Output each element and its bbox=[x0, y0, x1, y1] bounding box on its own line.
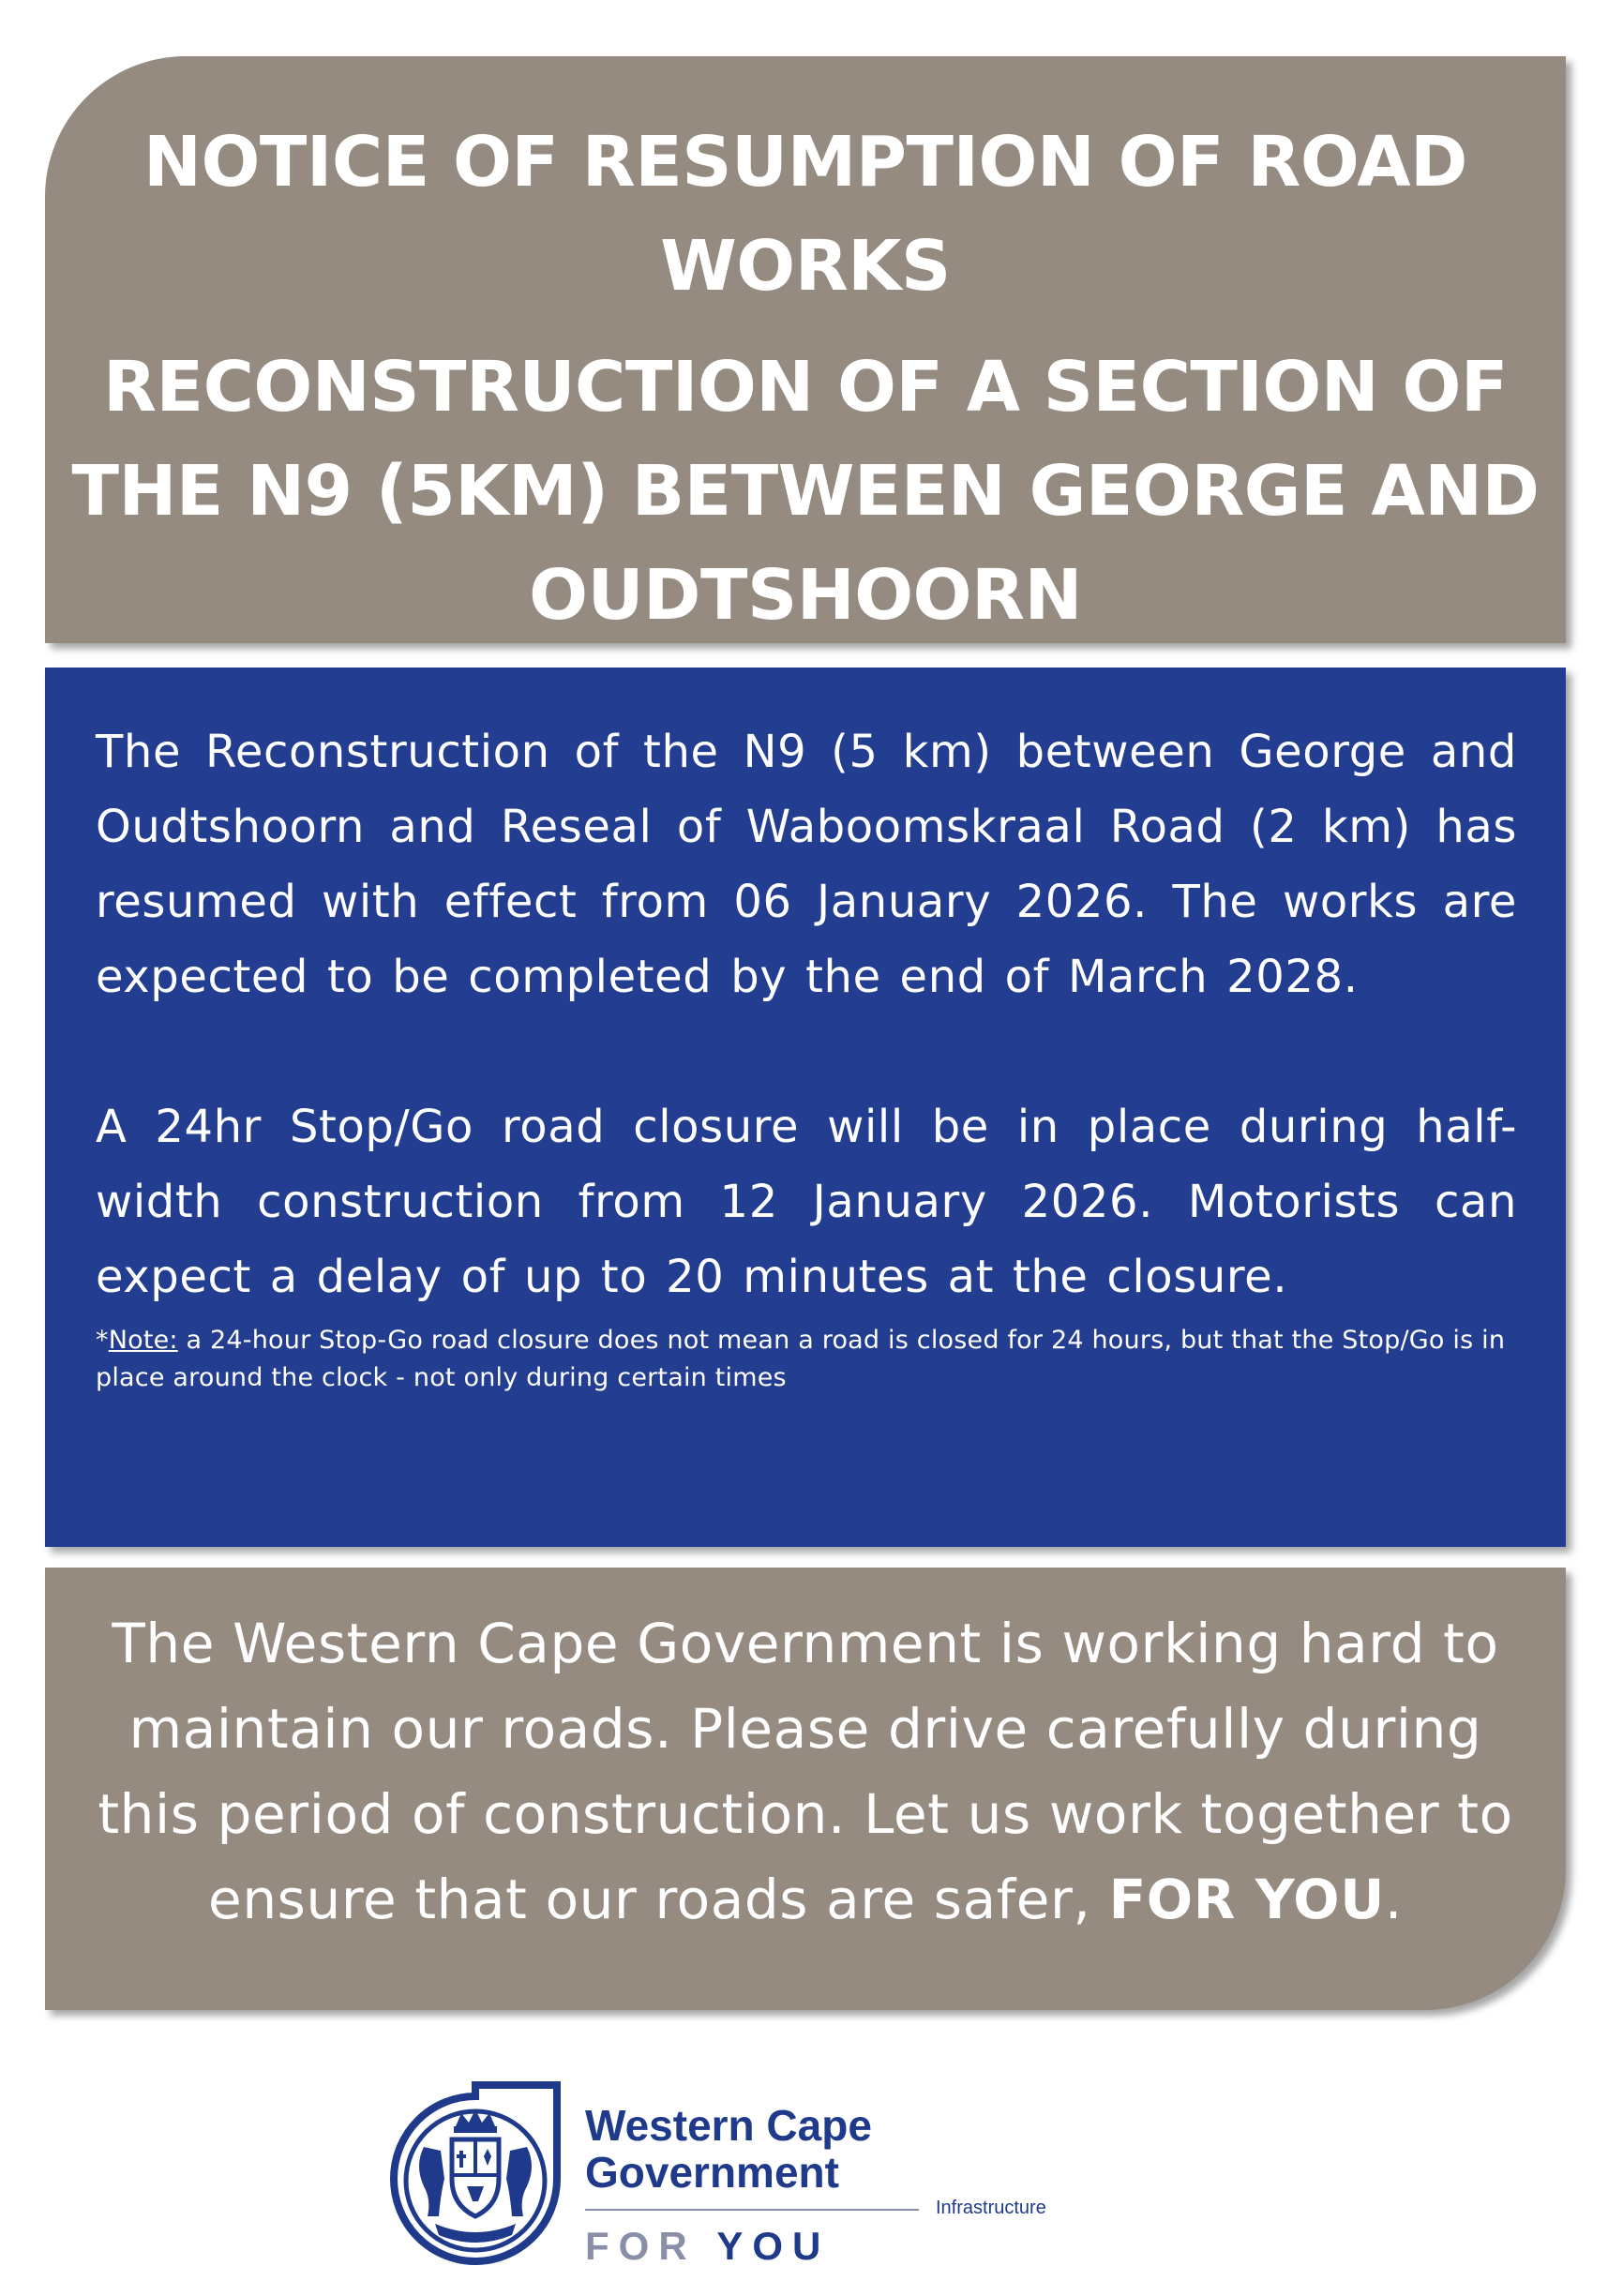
closing-line-3: this period of construction. Let us work together to bbox=[98, 1782, 1513, 1846]
logo-tagline bbox=[585, 2224, 830, 2269]
closing-line-1: The Western Cape Government is working hard to bbox=[112, 1612, 1499, 1675]
closing-for-you: FOR YOU bbox=[1108, 1868, 1385, 1931]
tagline-for: FOR bbox=[585, 2224, 697, 2268]
notice-title: NOTICE OF RESUMPTION OF ROAD WORKS bbox=[143, 122, 1467, 307]
closure-paragraph: A 24hr Stop/Go road closure will be in place during half-width construction from 12 January 2026. Motorists can expect a delay of up to 20 minutes at the closure. bbox=[96, 1101, 1517, 1303]
tagline-you: YOU bbox=[716, 2224, 831, 2268]
footnote-label: Note: bbox=[108, 1326, 178, 1355]
logo-divider bbox=[585, 2209, 919, 2211]
coat-of-arms-icon bbox=[386, 2081, 564, 2265]
closing-line-4-text: ensure that our roads are safer, bbox=[208, 1868, 1109, 1931]
footnote-prefix: * bbox=[96, 1326, 109, 1355]
closing-panel bbox=[45, 1568, 1566, 2010]
project-title: RECONSTRUCTION OF A SECTION OF THE N9 (5KM) BETWEEN GEORGE AND OUDTSHOORN bbox=[71, 347, 1540, 636]
resumption-paragraph: The Reconstruction of the N9 (5 km) between George and Oudtshoorn and Reseal of Waboomskraal Road (2 km) has resumed with effect from 06 January 2026. The works are expected to be completed by the end of March 2028. bbox=[96, 726, 1517, 1003]
closing-line-4 bbox=[45, 1857, 1566, 1943]
logo-name-line-1: Western Cape bbox=[585, 2101, 872, 2150]
western-cape-government-logo bbox=[386, 2081, 1099, 2269]
closing-line-4-end: . bbox=[1384, 1868, 1403, 1931]
header-panel bbox=[45, 56, 1566, 643]
footnote bbox=[96, 1322, 1517, 1397]
info-panel bbox=[45, 668, 1566, 1547]
logo-name-line-2: Government bbox=[585, 2148, 839, 2197]
footnote-text: a 24-hour Stop-Go road closure does not mean a road is closed for 24 hours, but that the Stop/Go is in place around the clock - not only during certain times bbox=[96, 1326, 1506, 1392]
department-label: Infrastructure bbox=[936, 2198, 1046, 2218]
closing-line-2: maintain our roads. Please drive carefully during bbox=[128, 1697, 1482, 1761]
